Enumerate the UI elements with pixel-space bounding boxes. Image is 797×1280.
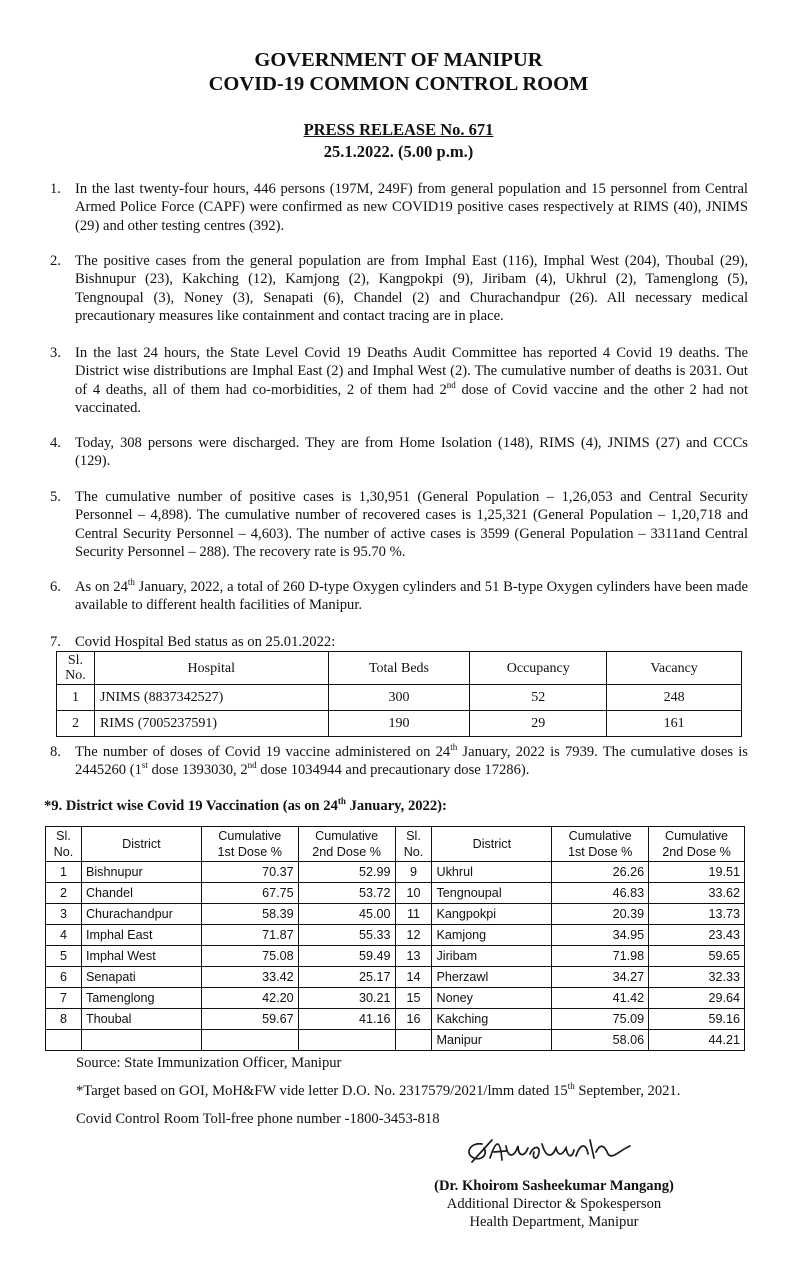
table-cell: Thoubal [81,1009,201,1030]
table-cell: 59.16 [649,1009,745,1030]
paragraph-number: 4. [50,435,61,451]
table-cell: 53.72 [298,883,395,904]
table-cell: 16 [395,1009,432,1030]
vaccination-table [45,826,745,1051]
table-cell: 29.64 [649,988,745,1009]
hospital-bed-table [56,651,742,737]
table-row [46,883,745,904]
table-cell: 19.51 [649,862,745,883]
table-cell: 71.87 [201,925,298,946]
table-header-cell: District [432,827,552,862]
press-release-number: PRESS RELEASE No. 671 [303,120,494,139]
table-row [46,967,745,988]
paragraph-4 [50,434,748,471]
table-header-row [46,827,745,862]
paragraph-text: The cumulative number of positive cases is 1,30,951 (General Population – 1,26,053 and Central Security Personnel – 4,898). The cumulative number of recovered cases is 1,25,321 (General Population – 1,20,718 and Central Security Personnel – 4,603). The number of active cases is 3599 (General Population – 3311and Central Security Personnel – 288). The recovery rate is 95.70 %. [75,489,748,560]
table-cell: Pherzawl [432,967,552,988]
table-cell [395,1030,432,1051]
paragraph-number: 3. [50,345,61,361]
table-header-cell: Cumulative 2nd Dose % [649,827,745,862]
paragraph-text: Today, 308 persons were discharged. They are from Home Isolation (148), RIMS (4), JNIMS (27) and CCCs (129). [75,435,748,470]
table-header-cell: Vacancy [607,652,742,685]
table-cell: 52.99 [298,862,395,883]
table-cell: Kamjong [432,925,552,946]
table-header-cell: Sl. No. [57,652,95,685]
table-cell: 20.39 [552,904,649,925]
table-cell: 300 [328,685,470,711]
table-cell: Tamenglong [81,988,201,1009]
table-cell: 58.39 [201,904,298,925]
paragraph-text: In the last 24 hours, the State Level Covid 19 Deaths Audit Committee has reported 4 Covid 19 deaths. The District wise distributions are Imphal East (2) and Imphal West (2). The cumulative number of deaths is 2031. Out of 4 deaths, all of them had co-morbidities, 2 of them had 2nd dose of Covid vaccine and the other 2 had not vaccinated. [75,345,748,416]
govt-title: GOVERNMENT OF MANIPUR [254,49,543,71]
table-row [46,904,745,925]
table-cell: 26.26 [552,862,649,883]
table-cell: 52 [470,685,607,711]
table-row [46,1009,745,1030]
table-cell [81,1030,201,1051]
table-cell [298,1030,395,1051]
table-cell: 58.06 [552,1030,649,1051]
paragraph-8 [50,743,748,780]
table-cell: 71.98 [552,946,649,967]
table-cell: 9 [395,862,432,883]
table-cell: 30.21 [298,988,395,1009]
paragraph-number: 6. [50,579,61,595]
table-cell: Imphal West [81,946,201,967]
table-cell: Kakching [432,1009,552,1030]
paragraph-number: 1. [50,181,61,197]
table-cell: Jiribam [432,946,552,967]
table-cell: 5 [46,946,82,967]
table-cell: 161 [607,711,742,737]
table-row [46,946,745,967]
signatory-name: (Dr. Khoirom Sasheekumar Mangang) [434,1178,674,1194]
table-cell: 33.62 [649,883,745,904]
table-cell: 70.37 [201,862,298,883]
table-cell: 44.21 [649,1030,745,1051]
paragraph-2 [50,252,748,325]
table-cell: 67.75 [201,883,298,904]
table-cell: 2 [57,711,95,737]
table-cell: Bishnupur [81,862,201,883]
table-cell: 23.43 [649,925,745,946]
table-cell: 7 [46,988,82,1009]
source-note: Source: State Immunization Officer, Manipur [76,1055,342,1071]
table-cell: 12 [395,925,432,946]
press-release-date: 25.1.2022. (5.00 p.m.) [323,142,474,161]
table-cell: 34.95 [552,925,649,946]
table-cell: Imphal East [81,925,201,946]
table-cell: Chandel [81,883,201,904]
table-cell: RIMS (7005237591) [94,711,328,737]
handwritten-signature [462,1132,634,1168]
table-row [46,925,745,946]
control-room-title: COVID-19 COMMON CONTROL ROOM [208,73,589,95]
table-cell: 59.67 [201,1009,298,1030]
paragraph-number: 7. [50,634,61,650]
table-cell: 34.27 [552,967,649,988]
table-cell: 190 [328,711,470,737]
table-cell: 29 [470,711,607,737]
table-cell: 2 [46,883,82,904]
table-header-row [57,652,742,685]
signatory-department: Health Department, Manipur [469,1214,639,1230]
table-cell: 59.65 [649,946,745,967]
table-header-cell: Cumulative 1st Dose % [552,827,649,862]
table-cell: Tengnoupal [432,883,552,904]
table-cell: 8 [46,1009,82,1030]
table-cell: Ukhrul [432,862,552,883]
table-cell: 10 [395,883,432,904]
table-cell: 55.33 [298,925,395,946]
paragraph-text: In the last twenty-four hours, 446 persons (197M, 249F) from general population and 15 personnel from Central Armed Police Force (CAPF) were confirmed as new COVID19 positive cases respectively at RIMS (40), JNIMS (29) and other testing centres (392). [75,181,748,234]
table-cell: 13 [395,946,432,967]
table-header-cell: Sl. No. [46,827,82,862]
paragraph-number: 8. [50,744,61,760]
table-cell: Kangpokpi [432,904,552,925]
table-cell: 75.08 [201,946,298,967]
paragraph-number: 2. [50,253,61,269]
table-cell: Churachandpur [81,904,201,925]
table-cell: 75.09 [552,1009,649,1030]
target-note: *Target based on GOI, MoH&FW vide letter D.O. No. 2317579/2021/lmm dated 15th September, 2021. [76,1081,681,1099]
table-cell: 4 [46,925,82,946]
table-cell: 42.20 [201,988,298,1009]
table-cell: 25.17 [298,967,395,988]
table-cell: 14 [395,967,432,988]
table-header-cell: Hospital [94,652,328,685]
table-cell: 15 [395,988,432,1009]
table-cell: JNIMS (8837342527) [94,685,328,711]
signatory-designation: Additional Director & Spokesperson [446,1196,662,1212]
table-header-cell: Total Beds [328,652,470,685]
vaccination-heading: *9. District wise Covid 19 Vaccination (as on 24th January, 2022): [44,796,447,814]
paragraph-text: Covid Hospital Bed status as on 25.01.2022: [75,634,336,650]
table-row [46,1030,745,1051]
paragraph-text: As on 24th January, 2022, a total of 260 D-type Oxygen cylinders and 51 B-type Oxygen cylinders have been made available to different health facilities of Manipur. [75,577,748,614]
table-cell: Manipur [432,1030,552,1051]
table-cell: 13.73 [649,904,745,925]
table-row [57,685,742,711]
table-header-cell: District [81,827,201,862]
tollfree-note: Covid Control Room Toll-free phone number -1800-3453-818 [76,1111,440,1127]
table-cell: 248 [607,685,742,711]
table-cell: 1 [57,685,95,711]
paragraph-text: The positive cases from the general population are from Imphal East (116), Imphal West (204), Thoubal (29), Bishnupur (23), Kakching (12), Kamjong (2), Kangpokpi (9), Jiribam (4), Ukhrul (2), Tamenglong (5), Tengnoupal (3), Noney (3), Senapati (6), Chandel (2) and Churachandpur (26). All necessary medical precautionary measures like containment and contact tracing are in place. [75,253,748,324]
table-cell [201,1030,298,1051]
table-cell: 6 [46,967,82,988]
table-cell: 45.00 [298,904,395,925]
table-cell: 41.42 [552,988,649,1009]
paragraph-3 [50,344,748,417]
table-cell: 3 [46,904,82,925]
table-cell: 46.83 [552,883,649,904]
table-cell: Noney [432,988,552,1009]
paragraph-6 [50,578,748,615]
table-cell: 41.16 [298,1009,395,1030]
table-header-cell: Sl. No. [395,827,432,862]
table-cell: 33.42 [201,967,298,988]
paragraph-1 [50,180,748,235]
paragraph-5 [50,488,748,561]
table-cell: 11 [395,904,432,925]
table-row [46,862,745,883]
table-cell: 1 [46,862,82,883]
table-cell: 32.33 [649,967,745,988]
table-header-cell: Cumulative 2nd Dose % [298,827,395,862]
table-cell: 59.49 [298,946,395,967]
table-header-cell: Occupancy [470,652,607,685]
table-row [57,711,742,737]
table-cell [46,1030,82,1051]
table-header-cell: Cumulative 1st Dose % [201,827,298,862]
paragraph-number: 5. [50,489,61,505]
paragraph-7 [50,633,748,651]
table-row [46,988,745,1009]
paragraph-text: The number of doses of Covid 19 vaccine administered on 24th January, 2022 is 7939. The cumulative doses is 2445260 (1st dose 1393030, 2nd dose 1034944 and precautionary dose 17286). [75,742,748,779]
table-cell: Senapati [81,967,201,988]
